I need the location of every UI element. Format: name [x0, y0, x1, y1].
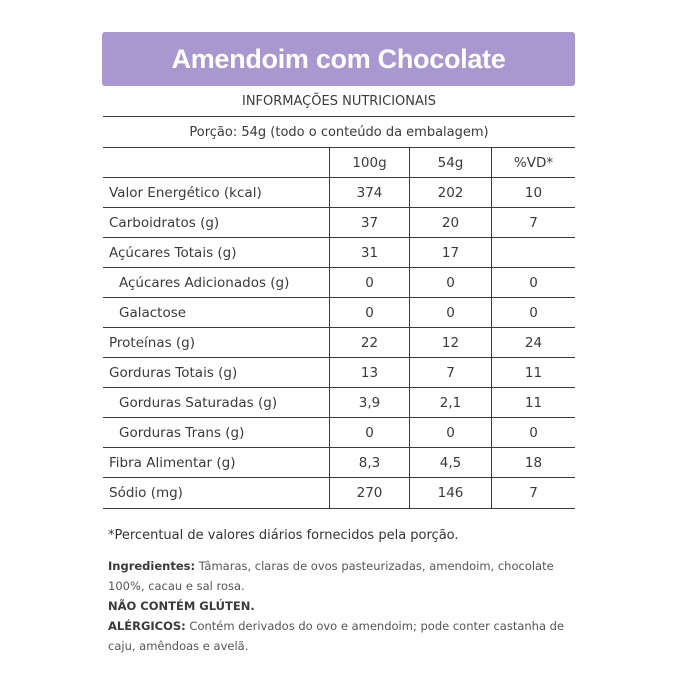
- product-title: Amendoim com Chocolate: [171, 43, 506, 74]
- row-value-100g: 270: [329, 478, 409, 508]
- ingredients-label: Ingredientes:: [108, 559, 196, 573]
- row-value-100g: 0: [329, 298, 409, 328]
- allergens-text: Contém derivados do ovo e amendoim; pode conter castanha de caju, amêndoas e avelã.: [108, 619, 565, 653]
- row-value-54g: 17: [409, 238, 491, 268]
- portion-info: Porção: 54g (todo o conteúdo da embalagem): [103, 117, 575, 148]
- nutrition-table: [103, 86, 575, 509]
- footnote: *Percentual de valores diários fornecidos pela porção.: [108, 528, 459, 543]
- row-value-vd: 10: [491, 178, 575, 208]
- row-value-vd: 11: [491, 358, 575, 388]
- row-value-54g: 20: [409, 208, 491, 238]
- ingredients-block: [108, 556, 568, 656]
- gluten-text: NÃO CONTÉM GLÚTEN.: [108, 599, 255, 613]
- row-value-vd: 24: [491, 328, 575, 358]
- row-value-54g: 0: [409, 268, 491, 298]
- allergens-paragraph: [108, 616, 568, 656]
- row-value-54g: 146: [409, 478, 491, 508]
- row-value-100g: 0: [329, 268, 409, 298]
- allergens-label: ALÉRGICOS:: [108, 619, 186, 633]
- header-cell-label: [103, 148, 329, 178]
- row-label: Gorduras Saturadas (g): [103, 388, 329, 418]
- row-label: Fibra Alimentar (g): [103, 448, 329, 478]
- header-cell-54g: 54g: [409, 148, 491, 178]
- row-value-vd: 0: [491, 268, 575, 298]
- row-value-54g: 0: [409, 418, 491, 448]
- row-label: Sódio (mg): [109, 485, 183, 501]
- row-value-100g: 31: [329, 238, 409, 268]
- row-value-100g: 13: [329, 358, 409, 388]
- nutrition-grid: [103, 148, 575, 508]
- section-title: INFORMAÇÕES NUTRICIONAIS: [103, 86, 575, 117]
- row-value-54g: 202: [409, 178, 491, 208]
- row-value-vd: 0: [491, 298, 575, 328]
- row-value-vd: 18: [491, 448, 575, 478]
- ingredients-text: Tâmaras, claras de ovos pasteurizadas, amendoim, chocolate 100%, cacau e sal rosa.: [108, 559, 554, 593]
- row-value-vd: 11: [491, 388, 575, 418]
- row-value-vd: [491, 238, 575, 268]
- title-banner: [102, 32, 575, 86]
- row-label: Valor Energético (kcal): [103, 178, 329, 208]
- row-value-54g: 7: [409, 358, 491, 388]
- row-value-100g: 0: [329, 418, 409, 448]
- gluten-notice: [108, 596, 568, 616]
- header-cell-vd: %VD*: [491, 148, 575, 178]
- row-value-54g: 12: [409, 328, 491, 358]
- row-value-vd: 7: [491, 208, 575, 238]
- row-value-54g: 4,5: [409, 448, 491, 478]
- row-value-100g: 22: [329, 328, 409, 358]
- header-cell-100g: 100g: [329, 148, 409, 178]
- row-label: Carboidratos (g): [103, 208, 329, 238]
- ingredients-paragraph: [108, 556, 568, 596]
- row-value-100g: 8,3: [329, 448, 409, 478]
- row-label: Açúcares Totais (g): [103, 238, 329, 268]
- row-value-vd: 7: [491, 478, 575, 508]
- row-value-100g: 37: [329, 208, 409, 238]
- row-label: Açúcares Adicionados (g): [103, 268, 329, 298]
- row-value-vd: 0: [491, 418, 575, 448]
- row-label: Gorduras Trans (g): [103, 418, 329, 448]
- row-value-100g: 3,9: [329, 388, 409, 418]
- row-label: Proteínas (g): [103, 328, 329, 358]
- row-value-54g: 0: [409, 298, 491, 328]
- row-value-100g: 374: [329, 178, 409, 208]
- row-label: Galactose: [103, 298, 329, 328]
- row-value-54g: 2,1: [409, 388, 491, 418]
- row-label: Gorduras Totais (g): [103, 358, 329, 388]
